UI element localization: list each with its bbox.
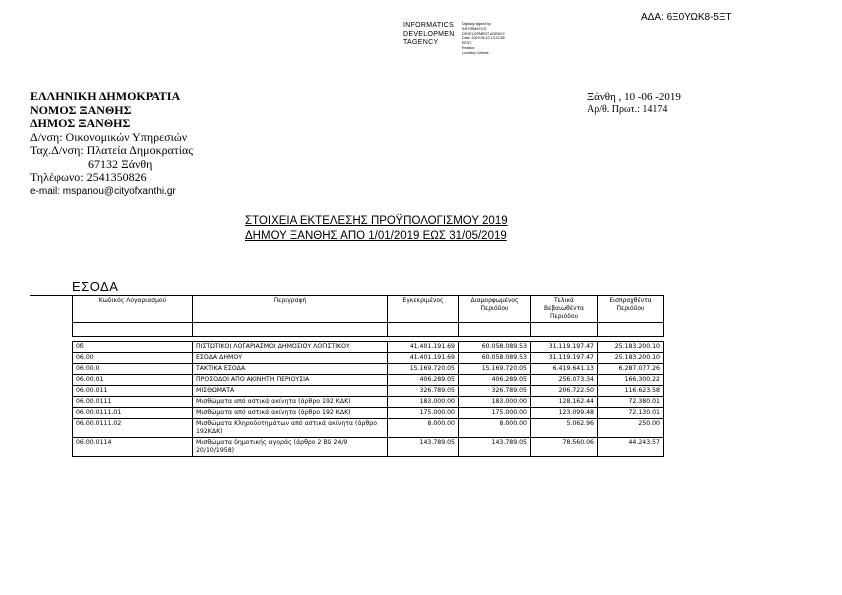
stamp-detail-line: Reason: — [462, 45, 476, 50]
cell-code: 06.00.0114 — [73, 438, 193, 457]
cell-code: 0б — [73, 342, 193, 353]
spacer-cell — [598, 323, 664, 337]
spacer-cell — [193, 323, 388, 337]
cell-adjusted: 60.058.089.53 — [459, 353, 531, 364]
cell-code: 06.00.0111.01 — [73, 408, 193, 419]
cell-code: 06.00.01 — [73, 375, 193, 386]
table-row — [73, 342, 664, 353]
header-description: Περιγραφή — [193, 296, 388, 323]
table-row — [73, 397, 664, 408]
cell-collected: 25.183.200.10 — [598, 342, 664, 353]
cell-description: Μισθώματα Κληροδοτημάτων από αστικά ακίνητα (άρθρο 192ΚΔΚ) — [193, 419, 388, 438]
cell-adjusted: 15.169.720.05 — [459, 364, 531, 375]
title-line-1: ΣΤΟΙΧΕΙΑ ΕΚΤΕΛΕΣΗΣ ΠΡΟΫΠΟΛΟΓΙΣΜΟΥ 2019 — [245, 215, 508, 227]
cell-collected: 44.243.57 — [598, 438, 664, 457]
document-title — [245, 214, 508, 244]
cell-collected: 72.130.01 — [598, 408, 664, 419]
spacer-cell — [388, 323, 459, 337]
stamp-detail-line: EEST — [462, 41, 472, 46]
issuer-municipality: ΔΗΜΟΣ ΞΑΝΘΗΣ — [30, 116, 131, 130]
cell-confirmed: 206.722.50 — [531, 386, 598, 397]
cell-collected: 166.300.22 — [598, 375, 664, 386]
spacer-cell — [459, 323, 531, 337]
stamp-title-line: TAGENCY — [403, 39, 439, 46]
cell-adjusted: 8.000.00 — [459, 419, 531, 438]
cell-description: Μισθώματα δημοτικής αγοράς (άρθρο 2 Βδ 24/9 20/10/1958) — [193, 438, 388, 457]
issuer-postcode: 67132 Ξάνθη — [88, 156, 153, 171]
cell-approved: 41.401.191.69 — [388, 342, 459, 353]
cell-collected: 6.287.077.26 — [598, 364, 664, 375]
cell-adjusted: 406.289.05 — [459, 375, 531, 386]
cell-code: 06.00.0111 — [73, 397, 193, 408]
issuer-block — [30, 90, 193, 198]
stamp-detail-line: Location: Athens — [462, 50, 489, 55]
ada-code: ΑΔΑ: 6Ξ0ΥΩΚ8-5ΞΤ — [641, 12, 732, 23]
stamp-title-line: INFORMATICS — [403, 22, 455, 29]
title-line-2: ΔΗΜΟΥ ΞΑΝΘΗΣ ΑΠΟ 1/01/2019 ΕΩΣ 31/05/2019 — [245, 230, 507, 242]
issuer-prefecture: ΝΟΜΟΣ ΞΑΝΘΗΣ — [30, 102, 132, 117]
cell-confirmed: 256.073.34 — [531, 375, 598, 386]
issuer-phone: Τηλέφωνο: 2541350826 — [30, 170, 147, 184]
cell-confirmed: 5.062.96 — [531, 419, 598, 438]
header-confirmed: Τελικά Βεβαιωθέντα Περιόδου — [531, 296, 598, 323]
header-approved: Εγκεκριμένος — [388, 296, 459, 323]
cell-approved: 15.169.720.05 — [388, 364, 459, 375]
stamp-detail-line: INFORMATICS — [462, 26, 487, 31]
issuer-address: Ταχ.Δ/νση: Πλατεία Δημοκρατίας — [30, 143, 193, 157]
section-heading: ΕΣΟΔΑ — [72, 279, 119, 294]
cell-code: 06.00.0 — [73, 364, 193, 375]
table-row — [73, 419, 664, 438]
cell-confirmed: 123.099.48 — [531, 408, 598, 419]
cell-confirmed: 6.419.641.13 — [531, 364, 598, 375]
cell-approved: 326.789.05 — [388, 386, 459, 397]
document-date: Ξάνθη , 10 -06 -2019 — [587, 91, 681, 103]
cell-description: ΠΙΣΤΩΤΙΚΟΙ ΛΟΓΑΡΙΑΣΜΟΙ ΔΗΜΟΣΙΟΥ ΛΟΓΙΣΤΙΚΟΥ — [193, 342, 388, 353]
cell-description: Μισθώματα από αστικά ακίνητα (άρθρο 192 ΚΔΚ) — [193, 408, 388, 419]
cell-adjusted: 60.058.089.53 — [459, 342, 531, 353]
signature-stamp-title — [403, 22, 455, 48]
header-adjusted: Διαμορφωμένος Περιόδου — [459, 296, 531, 323]
stamp-detail-line: DEVELOPMENT AGENCY — [462, 31, 506, 36]
signature-stamp-details — [462, 22, 505, 56]
table-row — [73, 364, 664, 375]
issuer-country: ΕΛΛΗΝΙΚΗ ΔΗΜΟΚΡΑΤΙΑ — [30, 89, 181, 103]
cell-adjusted: 183.000.00 — [459, 397, 531, 408]
spacer-cell — [531, 323, 598, 337]
cell-confirmed: 128.162.44 — [531, 397, 598, 408]
table-row — [73, 438, 664, 457]
stamp-title-line: DEVELOPMEN — [403, 30, 455, 38]
cell-collected: 250.00 — [598, 419, 664, 438]
cell-description: ΕΣΟΔΑ ΔΗΜΟΥ — [193, 353, 388, 364]
table-header-row — [73, 296, 664, 323]
header-collected: Εισπραχθέντα Περιόδου — [598, 296, 664, 323]
cell-adjusted: 175.000.00 — [459, 408, 531, 419]
stamp-detail-line: Digitally signed by — [462, 22, 491, 26]
cell-description: ΤΑΚΤΙΚΑ ΕΣΟΔΑ — [193, 364, 388, 375]
header-account-code: Κωδικός Λογαριασμού — [73, 296, 193, 323]
table-spacer-row — [73, 323, 664, 337]
cell-approved: 183.000.00 — [388, 397, 459, 408]
protocol-number: Αρ/θ. Πρωτ.: 14174 — [587, 103, 668, 115]
cell-approved: 8.000.00 — [388, 419, 459, 438]
stamp-detail-line: Date: 2019.06.10 13:22:58 — [462, 36, 505, 41]
cell-confirmed: 78.560.06 — [531, 438, 598, 457]
issuer-department: Δ/νση: Οικονομικών Υπηρεσιών — [30, 129, 188, 144]
cell-approved: 406.289.05 — [388, 375, 459, 386]
cell-adjusted: 326.789.05 — [459, 386, 531, 397]
cell-approved: 143.789.05 — [388, 438, 459, 457]
table-row — [73, 386, 664, 397]
cell-code: 06.00.0111.02 — [73, 419, 193, 438]
cell-description: ΜΙΣΘΩΜΑΤΑ — [193, 386, 388, 397]
cell-confirmed: 31.119.197.47 — [531, 342, 598, 353]
cell-approved: 175.000.00 — [388, 408, 459, 419]
cell-code: 06.00 — [73, 353, 193, 364]
cell-collected: 116.623.58 — [598, 386, 664, 397]
cell-adjusted: 143.789.05 — [459, 438, 531, 457]
cell-approved: 41.401.191.69 — [388, 353, 459, 364]
cell-collected: 25.183.200.10 — [598, 353, 664, 364]
cell-collected: 72.380.01 — [598, 397, 664, 408]
revenue-table — [72, 295, 664, 457]
spacer-cell — [73, 323, 193, 337]
cell-code: 06.00.011 — [73, 386, 193, 397]
date-block — [587, 91, 681, 116]
cell-description: ΠΡΟΣΟΔΟΙ ΑΠΟ ΑΚΙΝΗΤΗ ΠΕΡΙΟΥΣΙΑ — [193, 375, 388, 386]
table-row — [73, 408, 664, 419]
cell-confirmed: 31.119.197.47 — [531, 353, 598, 364]
issuer-email: e-mail: mspanou@cityofxanthi.gr — [30, 185, 176, 197]
table-row — [73, 353, 664, 364]
cell-description: Μισθώματα από αστικά ακίνητα (άρθρο 192 ΚΔΚ) — [193, 397, 388, 408]
table-row — [73, 375, 664, 386]
